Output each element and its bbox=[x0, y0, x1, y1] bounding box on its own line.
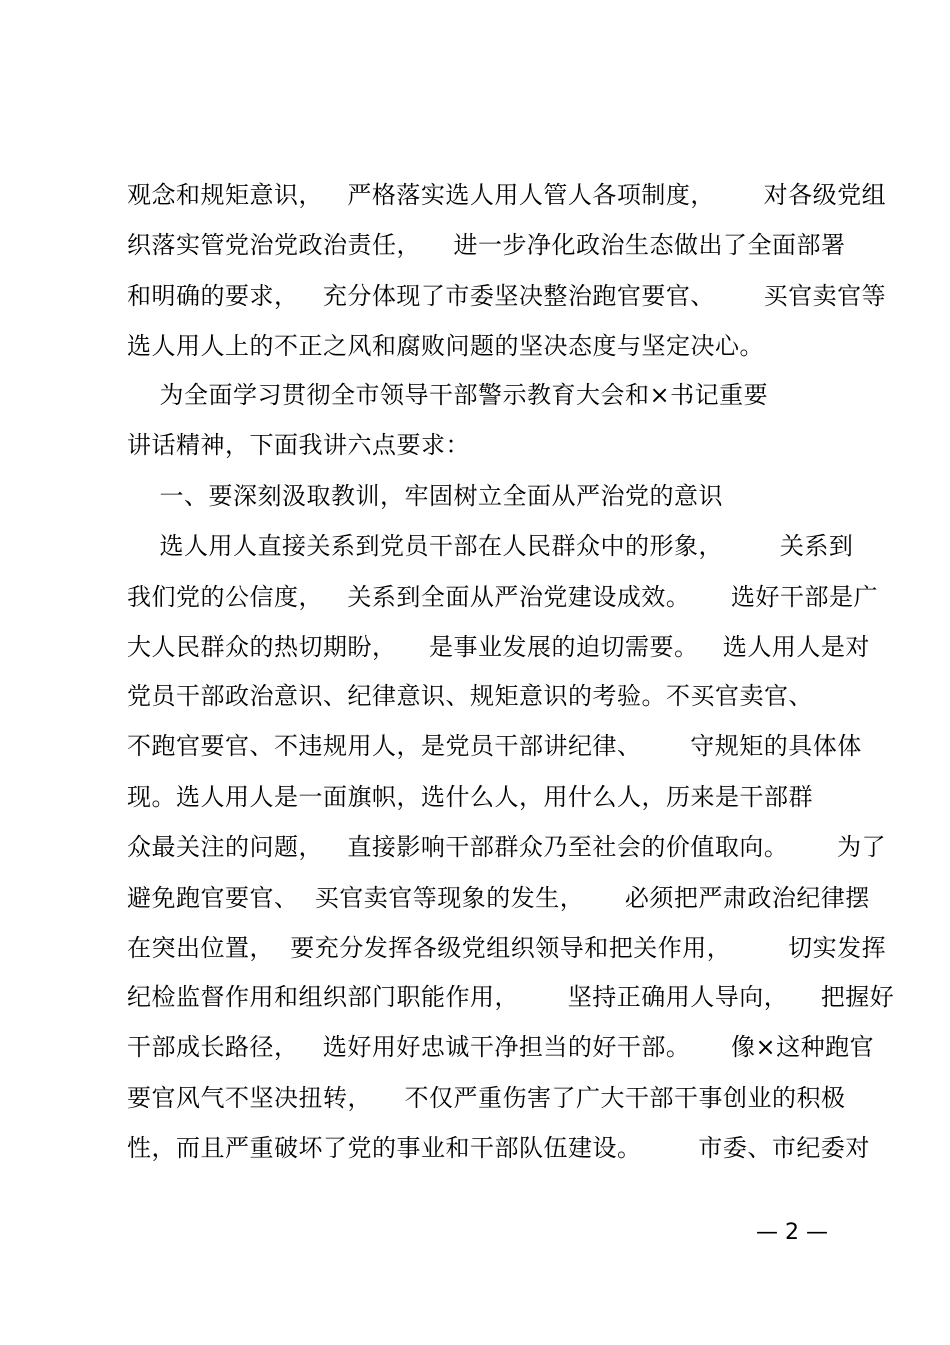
text-line: 讲话精神，下面我讲六点要求： bbox=[127, 431, 470, 459]
text-line: 在突出位置， 要充分发挥各级党组织领导和把关作用， 切实发挥 bbox=[127, 934, 887, 962]
text-line: 现。选人用人是一面旗帜，选什么人，用什么人，历来是干部群 bbox=[127, 783, 813, 811]
text-line: 我们党的公信度， 关系到全面从严治党建设成效。 选好干部是广 bbox=[127, 583, 879, 611]
text-line: 和明确的要求， 充分体现了市委坚决整治跑官要官、 买官卖官等 bbox=[127, 282, 887, 310]
page-number: — 2 — bbox=[756, 1220, 828, 1245]
text-line: 不跑官要官、不违规用人，是党员干部讲纪律、 守规矩的具体体 bbox=[127, 732, 862, 760]
text-line: 纪检监督作用和组织部门职能作用， 坚持正确用人导向， 把握好 bbox=[127, 983, 895, 1011]
text-line: 为全面学习贯彻全市领导干部警示教育大会和×书记重要 bbox=[127, 381, 769, 409]
text-line: 大人民群众的热切期盼， 是事业发展的迫切需要。 选人用人是对 bbox=[127, 633, 870, 661]
text-line: 织落实管党治党政治责任， 进一步净化政治生态做出了全面部署 bbox=[127, 231, 846, 259]
text-line: 避免跑官要官、 买官卖官等现象的发生， 必须把严肃政治纪律摆 bbox=[127, 884, 870, 912]
text-line: 众最关注的问题， 直接影响干部群众乃至社会的价值取向。 为了 bbox=[127, 833, 887, 861]
text-line: 干部成长路径， 选好用好忠诚干净担当的好干部。 像×这种跑官 bbox=[127, 1033, 875, 1061]
text-line: 选人用人直接关系到党员干部在人民群众中的形象， 关系到 bbox=[127, 532, 854, 560]
text-line: 观念和规矩意识， 严格落实选人用人管人各项制度， 对各级党组 bbox=[127, 181, 887, 209]
text-line: 要官风气不坚决扭转， 不仅严重伤害了广大干部干事创业的积极 bbox=[127, 1084, 846, 1112]
text-line: 选人用人上的不正之风和腐败问题的坚决态度与坚定决心。 bbox=[127, 332, 764, 360]
section-heading: 一、要深刻汲取教训，牢固树立全面从严治党的意识 bbox=[127, 482, 724, 510]
text-line: 性，而且严重破坏了党的事业和干部队伍建设。 市委、市纪委对 bbox=[127, 1134, 870, 1162]
text-line: 党员干部政治意识、纪律意识、规矩意识的考验。不买官卖官、 bbox=[127, 682, 813, 710]
